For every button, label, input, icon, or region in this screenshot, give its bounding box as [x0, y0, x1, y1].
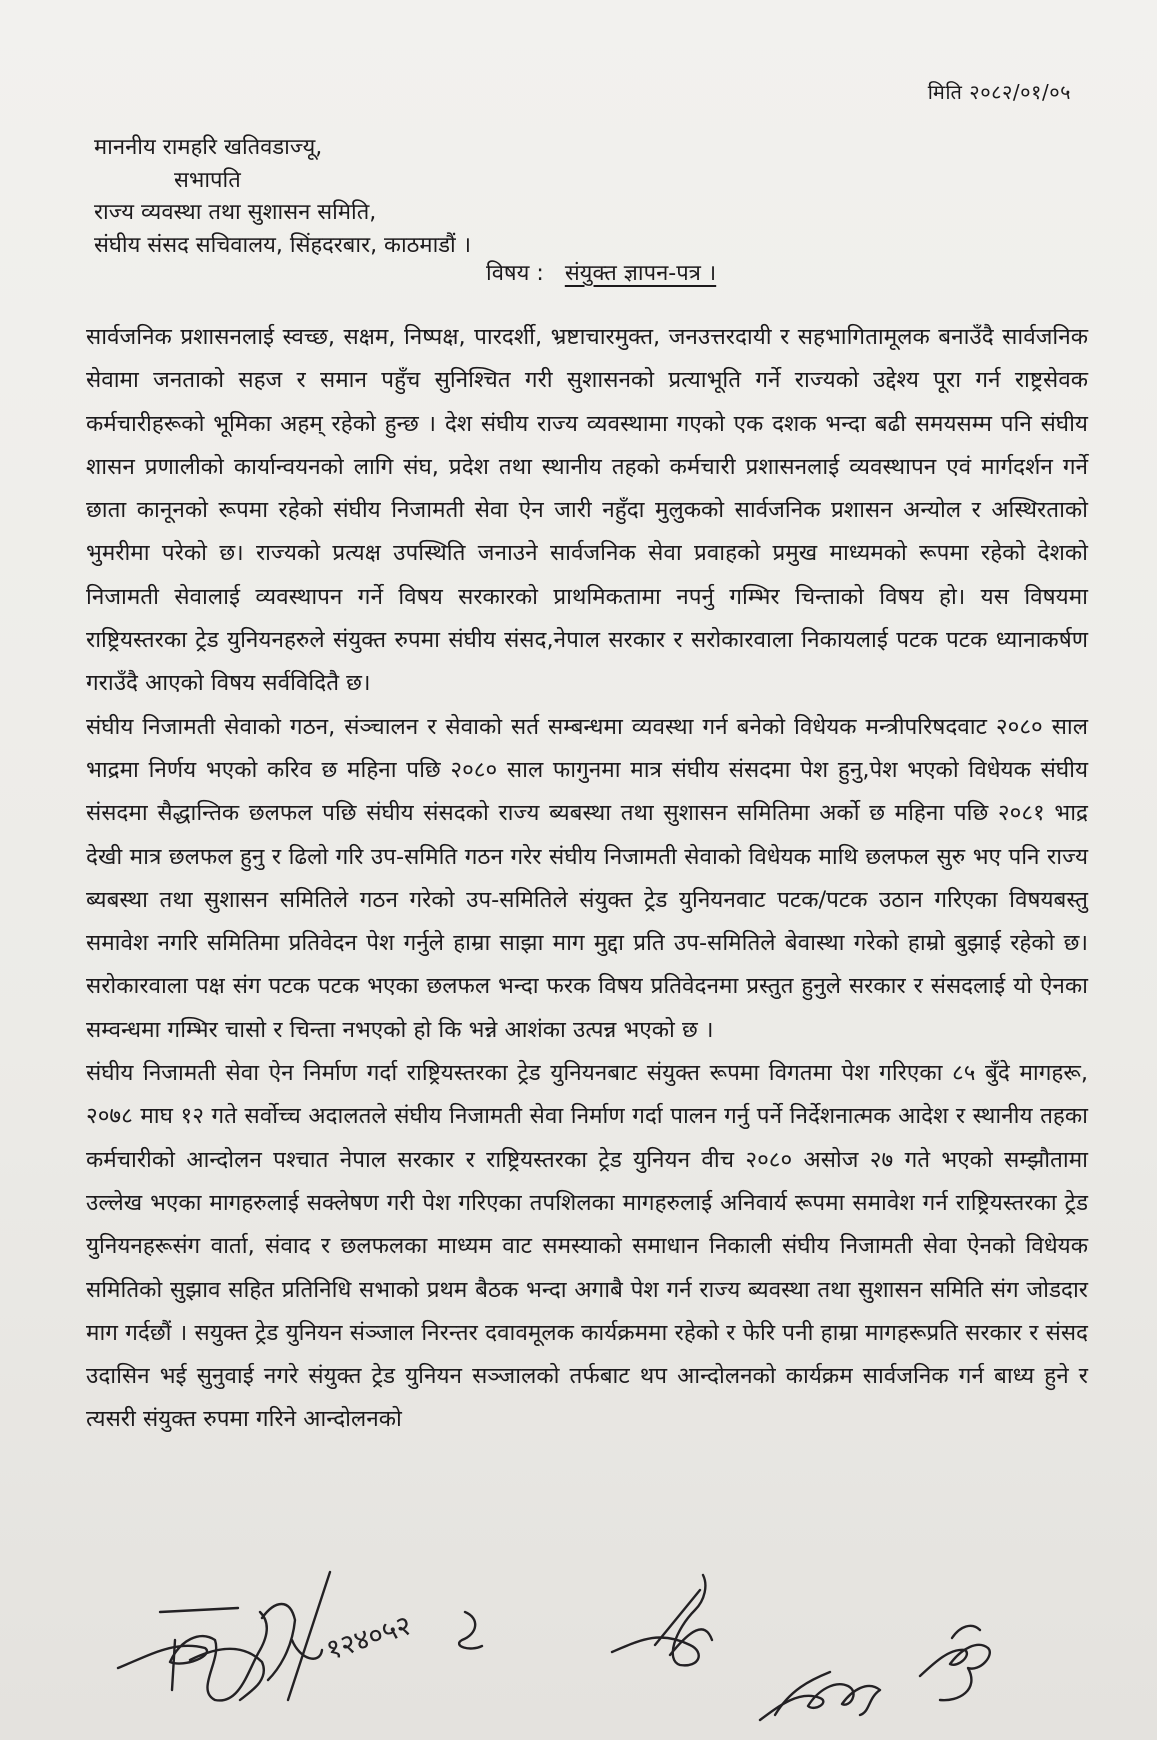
signature-4: [760, 1672, 880, 1720]
signature-3: [612, 1575, 712, 1665]
paragraph-3: संघीय निजामती सेवा ऐन निर्माण गर्दा राष्ट्रियस्तरका ट्रेड युनियनबाट संयुक्त रूपमा विगतमा पेश गरिएका ८५ बुँदे मागहरू, २०७८ माघ १२ गते सर्वोच्च अदालतले संघीय निजामती सेवा निर्माण गर्दा पालन गर्नु पर्ने निर्देशनात्मक आदेश र स्थानीय तहका कर्मचारीको आन्दोलन पश्चात नेपाल सरकार र राष्ट्रियस्तरका ट्रेड युनियन वीच २०८० असोज २७ गते भएको सम्झौतामा उल्लेख भएका मागहरुलाई सक्लेषण गरी पेश गरिएका तपशिलका मागहरुलाई अनिवार्य रूपमा समावेश गर्न राष्ट्रियस्तरका ट्रेड युनियनहरूसंग वार्ता, संवाद र छलफलका माध्यम वाट समस्याको समाधान निकाली संघीय निजामती सेवा ऐनको विधेयक समितिको सुझाव सहित प्रतिनिधि सभाको प्रथम बैठक भन्दा अगाबै पेश गर्न राज्य ब्यवस्था तथा सुशासन समिति संग जोडदार माग गर्दछौं । सयुक्त ट्रेड युनियन संञ्जाल निरन्तर दवावमूलक कार्यक्रममा रहेको र फेरि पनी हाम्रा मागहरूप्रति सरकार र संसद उदासिन भई सुनुवाई नगरे संयुक्त ट्रेड युनियन सञ्जालको तर्फबाट थप आन्दोलनको कार्यक्रम सार्वजनिक गर्न बाध्य हुने र त्यसरी संयुक्त रुपमा गरिने आन्दोलनको: [86, 1060, 1088, 1433]
recipient-designation: सभापति: [174, 167, 241, 193]
paragraph-1: सार्वजनिक प्रशासनलाई स्वच्छ, सक्षम, निष्पक्ष, पारदर्शी, भ्रष्टाचारमुक्त, जनउत्तरदायी र सहभागितामूलक बनाउँदै सार्वजनिक सेवामा जनताको सहज र समान पहुँच सुनिश्चित गरी सुशासनको प्रत्याभूति गर्ने राज्यको उद्देश्य पूरा गर्न राष्ट्रसेवक कर्मचारीहरूको भूमिका अहम् रहेको हुन्छ । देश संघीय राज्य व्यवस्थामा गएको एक दशक भन्दा बढी समयसम्म पनि संघीय शासन प्रणालीको कार्यान्वयनको लागि संघ, प्रदेश तथा स्थानीय तहको कर्मचारी प्रशासनलाई व्यवस्थापन एवं मार्गदर्शन गर्ने छाता कानूनको रूपमा रहेको संघीय निजामती सेवा ऐन जारी नहुँदा मुलुकको सार्वजनिक प्रशासन अन्योल र अस्थिरताको भुमरीमा परेको छ। राज्यको प्रत्यक्ष उपस्थिति जनाउने सार्वजनिक सेवा प्रवाहको प्रमुख माध्यमको रूपमा रहेको देशको निजामती सेवालाई व्यवस्थापन गर्ने विषय सरकारको प्राथमिकतामा नपर्नु गम्भिर चिन्ताको विषय हो। यस विषयमा राष्ट्रियस्तरका ट्रेड युनियनहरुले संयुक्त रुपमा संघीय संसद,नेपाल सरकार र सरोकारवाला निकायलाई पटक पटक ध्यानाकर्षण गराउँदै आएको विषय सर्वविदितै छ।: [86, 324, 1088, 697]
signature-1: [118, 1604, 295, 1700]
recipient-committee: राज्य व्यवस्था तथा सुशासन समिति,: [94, 200, 377, 225]
subject-text: संयुक्त ज्ञापन-पत्र ।: [564, 261, 717, 286]
recipient-office: संघीय संसद सचिवालय, सिंहदरबार, काठमाडौं ।: [94, 232, 472, 258]
date-line: मिति २०८२/०१/०५: [927, 80, 1071, 104]
subject-label: विषय :: [486, 261, 544, 286]
signature-5: [920, 1626, 990, 1700]
signature-2: [288, 1572, 482, 1700]
recipient-salutation: माननीय रामहरि खतिवडाज्यू,: [94, 135, 323, 160]
signature-annotation: १२४०५२: [321, 1608, 416, 1667]
paragraph-2: संघीय निजामती सेवाको गठन, संञ्चालन र सेवाको सर्त सम्बन्धमा व्यवस्था गर्न बनेको विधेयक मन्त्रीपरिषदवाट २०८० साल भाद्रमा निर्णय भएको करिव छ महिना पछि २०८० साल फागुनमा मात्र संघीय संसदमा पेश हुनु,पेश भएको विधेयक संघीय संसदमा सैद्धान्तिक छलफल पछि संघीय संसदको राज्य ब्यबस्था तथा सुशासन समितिमा अर्को छ महिना पछि २०८१ भाद्र देखी मात्र छलफल हुनु र ढिलो गरि उप-समिति गठन गरेर संघीय निजामती सेवाको विधेयक माथि छलफल सुरु भए पनि राज्य ब्यबस्था तथा सुशासन समितिले गठन गरेको उप-समितिले संयुक्त ट्रेड युनियनवाट पटक/पटक उठान गरिएका विषयबस्तु समावेश नगरि समितिमा प्रतिवेदन पेश गर्नुले हाम्रा साझा माग मुद्दा प्रति उप-समितिले बेवास्था गरेको हाम्रो बुझाई रहेको छ। सरोकारवाला पक्ष संग पटक पटक भएका छलफल भन्दा फरक विषय प्रतिवेदनमा प्रस्तुत हुनुले सरकार र संसदलाई यो ऐनका सम्वन्धमा गम्भिर चासो र चिन्ता नभएको हो कि भन्ने आशंका उत्पन्न भएको छ ।: [86, 713, 1088, 1043]
